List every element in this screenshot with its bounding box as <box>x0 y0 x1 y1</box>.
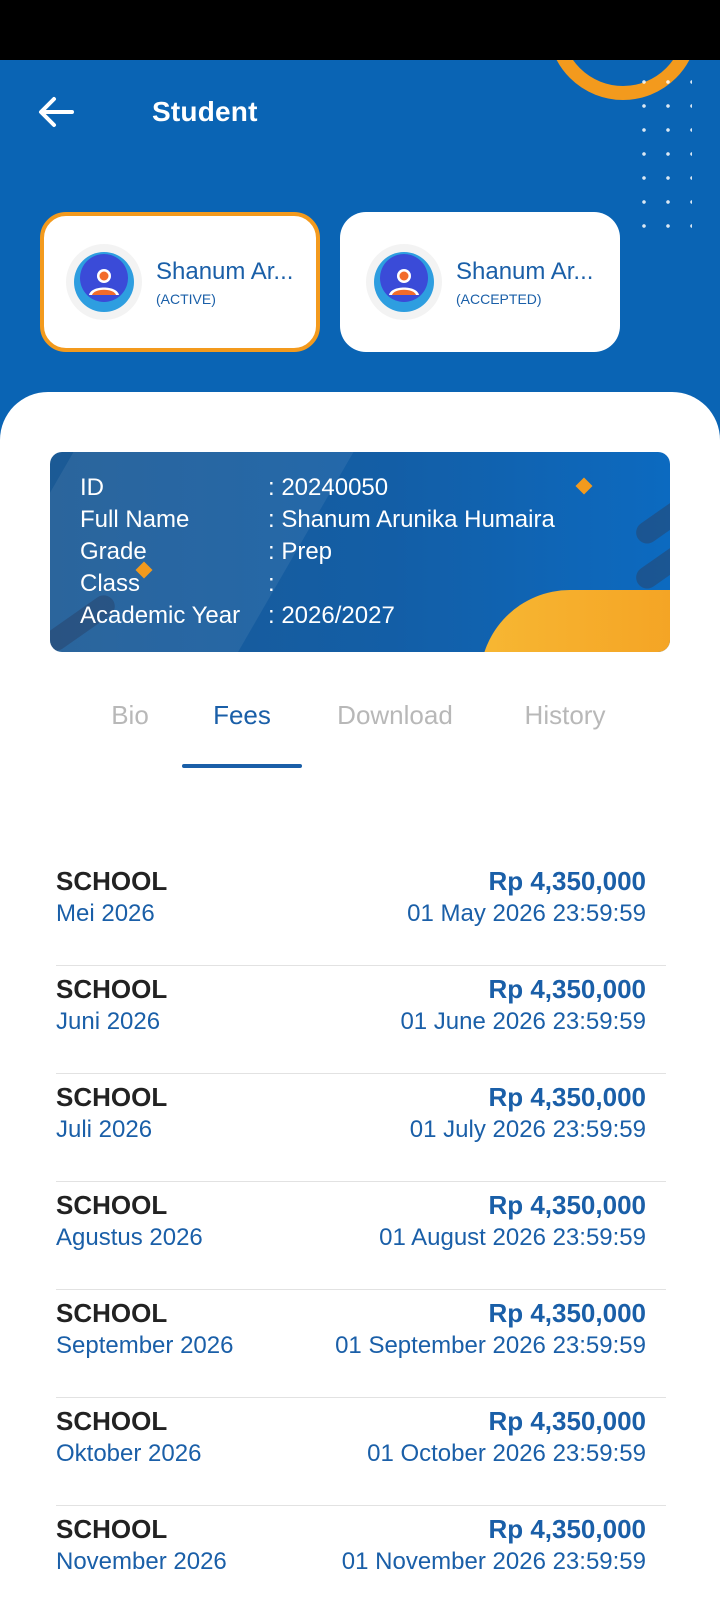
fee-amount: Rp 4,350,000 <box>488 1190 646 1220</box>
fee-type: SCHOOL <box>56 1298 168 1328</box>
info-label: Academic Year <box>80 602 241 629</box>
back-button[interactable] <box>32 90 80 138</box>
fee-amount: Rp 4,350,000 <box>488 1082 646 1112</box>
fee-month: Juli 2026 <box>56 1116 153 1143</box>
fee-amount: Rp 4,350,000 <box>488 866 646 896</box>
fee-type: SCHOOL <box>56 1406 168 1436</box>
tab-history[interactable]: History <box>524 700 606 730</box>
arrow-left-icon <box>38 96 74 133</box>
fee-due-date: 01 November 2026 23:59:59 <box>341 1548 646 1575</box>
tab-download[interactable]: Download <box>337 700 453 730</box>
info-value: : 20240050 <box>268 474 389 501</box>
info-row-academic-year <box>80 600 555 632</box>
fee-due-date: 01 September 2026 23:59:59 <box>335 1332 646 1359</box>
fee-due-date: 01 July 2026 23:59:59 <box>409 1116 646 1143</box>
user-avatar-icon <box>371 249 437 315</box>
fee-amount: Rp 4,350,000 <box>488 1514 646 1544</box>
student-status: (ACTIVE) <box>156 291 216 307</box>
avatar <box>366 244 442 320</box>
student-name: Shanum Ar... <box>456 258 594 285</box>
tab-bar <box>0 700 720 770</box>
fee-month: September 2026 <box>56 1332 234 1359</box>
fee-month: Juni 2026 <box>56 1008 161 1035</box>
fee-list-item[interactable] <box>56 1290 666 1398</box>
info-row-grade <box>80 536 555 568</box>
info-row-id <box>80 472 555 504</box>
page-title: Student <box>152 96 258 127</box>
fee-list-item[interactable] <box>56 1074 666 1182</box>
fee-month: November 2026 <box>56 1548 227 1575</box>
fee-due-date: 01 June 2026 23:59:59 <box>400 1008 646 1035</box>
fee-month: Agustus 2026 <box>56 1224 203 1251</box>
fee-due-date: 01 August 2026 23:59:59 <box>379 1224 646 1251</box>
fee-amount: Rp 4,350,000 <box>488 1298 646 1328</box>
tab-fees[interactable]: Fees <box>213 700 271 730</box>
status-bar <box>0 0 720 60</box>
fee-list-item[interactable] <box>56 1506 666 1600</box>
info-label: Full Name <box>80 506 190 533</box>
fee-list-item[interactable] <box>56 966 666 1074</box>
info-value: : 2026/2027 <box>268 602 395 629</box>
info-value: : Shanum Arunika Humaira <box>268 506 555 533</box>
fee-type: SCHOOL <box>56 866 168 896</box>
active-tab-indicator <box>182 764 302 768</box>
avatar <box>66 244 142 320</box>
tab-bio[interactable]: Bio <box>111 700 149 730</box>
fee-amount: Rp 4,350,000 <box>488 974 646 1004</box>
fee-type: SCHOOL <box>56 974 168 1004</box>
fee-list-item[interactable] <box>56 1182 666 1290</box>
student-status: (ACCEPTED) <box>456 291 542 307</box>
info-label: Grade <box>80 538 147 565</box>
student-card-accepted[interactable] <box>340 212 620 352</box>
fee-due-date: 01 October 2026 23:59:59 <box>367 1440 646 1467</box>
fee-due-date: 01 May 2026 23:59:59 <box>407 900 646 927</box>
decorative-dots <box>632 70 692 230</box>
info-row-class <box>80 568 555 600</box>
info-row-fullname <box>80 504 555 536</box>
fee-month: Mei 2026 <box>56 900 155 927</box>
user-avatar-icon <box>71 249 137 315</box>
info-value: : <box>268 570 275 597</box>
fee-list-item[interactable] <box>56 1398 666 1506</box>
info-value: : Prep <box>268 538 333 565</box>
fee-month: Oktober 2026 <box>56 1440 202 1467</box>
fee-type: SCHOOL <box>56 1514 168 1544</box>
info-label: ID <box>80 474 104 501</box>
fee-amount: Rp 4,350,000 <box>488 1406 646 1436</box>
student-name: Shanum Ar... <box>156 258 294 285</box>
fee-list-item[interactable] <box>56 858 666 966</box>
fee-type: SCHOOL <box>56 1082 168 1112</box>
fee-type: SCHOOL <box>56 1190 168 1220</box>
info-label: Class <box>80 570 141 597</box>
student-card-active[interactable] <box>40 212 320 352</box>
student-info-card <box>50 452 670 652</box>
